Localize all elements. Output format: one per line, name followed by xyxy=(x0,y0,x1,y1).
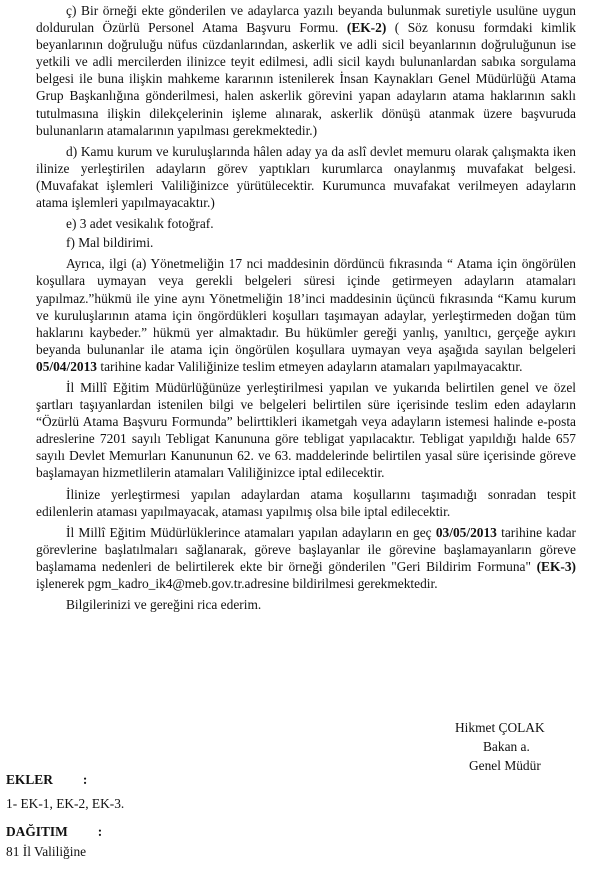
text-segment: f) Mal bildirimi. xyxy=(66,235,154,251)
text-segment-bold: (EK-2) xyxy=(346,20,387,36)
paragraph-regulation xyxy=(36,255,576,375)
text-segment: ç) Bir örneği ekte gönderilen ve adaylarca yazılı beyanda bulunmak suretiyle usulüne uygun doldurulan Özürlü Personel Atama Başvuru Formu. xyxy=(36,3,576,36)
text-segment: Ayrıca, ilgi (a) Yönetmeliğin 17 nci maddesinin dördüncü fıkrasında “ Atama için öngörülen koşullara uymayan veya gerekli belgeleri süresi içinde getirmeyen adayların atamaları yapılmaz.”hükmü ile yine aynı Yönetmeliğin 18’inci maddesinin üçüncü fıkrasında “Kamu kurum ve kuruluşlarının atama için öngördükleri koşulları taşımayan adaylar, yerleştirmeden doğan tüm haklarını kaybeder.” hükmü yer almaktadır. Bu hükümler gereği yanlış, yanıltıcı, gerçeğe aykırı beyanda bulunanlar ile atama için öngörülen koşullara uymayan veya aşağıda sayılan belgeleri xyxy=(36,256,576,357)
paragraph-d-consent xyxy=(36,143,576,211)
paragraph-f-assets xyxy=(36,234,576,251)
attachments-heading: EKLER xyxy=(6,772,53,787)
attachments-heading-row xyxy=(6,771,124,789)
attachments-section xyxy=(6,771,124,813)
paragraph-c-form xyxy=(36,2,576,139)
text-segment: İlinize yerleştirmesi yapılan adaylardan atama koşullarını taşımadığı sonradan tespit edilenlerin ataması yapılmayacak, ataması yapılmış olsa bile iptal edilecektir. xyxy=(36,486,576,519)
paragraph-cancellation xyxy=(36,486,576,520)
document-body xyxy=(36,2,576,617)
paragraph-start-deadline xyxy=(36,524,576,592)
paragraph-closing xyxy=(36,596,576,613)
signature-block xyxy=(455,718,595,775)
text-segment-bold: (EK-3) xyxy=(536,558,576,574)
signatory-on-behalf: Bakan a. xyxy=(483,739,530,754)
text-segment: tarihine kadar görevlerine başlatılmaları sağlanarak, göreve başlayanlar ile görevine başlamayanların göreve başlamama nedenleri de belirtilerek ekte bir örneği gönderilen "Geri Bildirim Formuna" xyxy=(36,524,576,574)
distribution-heading-row xyxy=(6,823,102,841)
text-segment-bold: 03/05/2013 xyxy=(435,524,497,540)
text-segment: e) 3 adet vesikalık fotoğraf. xyxy=(66,216,214,232)
signatory-title: Genel Müdür xyxy=(469,758,541,773)
distribution-heading: DAĞITIM xyxy=(6,824,68,839)
text-segment-bold: 05/04/2013 xyxy=(36,358,98,374)
text-segment: İl Millî Eğitim Müdürlüğünüze yerleştirilmesi yapılan ve yukarıda belirtilen genel ve özel şartları taşıyanlardan istenilen bilgi ve belgeleri belirtilen süre içerisinde teslim eden adayların “Özürlü Atama Başvuru Formunda” belirttikleri ikametgah veya adayların istemesi halinde e-posta adreslerine 7201 sayılı Tebligat Kanununa göre tebligat yapılacaktır. Tebligat yapıldığı halde 657 sayılı Devlet Memurları Kanununun 62. ve 63. maddelerinde belirtilen yasal süre içerisinde göreve başlamayan hizmetlilerin atamaları Valiliğinizce iptal edilecektir. xyxy=(36,379,576,481)
attachments-list: 1- EK-1, EK-2, EK-3. xyxy=(6,796,125,811)
paragraph-e-photo xyxy=(36,215,576,232)
paragraph-notification xyxy=(36,379,576,482)
distribution-section xyxy=(6,823,102,861)
distribution-list: 81 İl Valiliğine xyxy=(6,844,87,859)
text-segment: tarihine kadar Valiliğinize teslim etmeyen adayların atamaları yapılmayacaktır. xyxy=(97,358,523,374)
attachments-colon: : xyxy=(82,772,88,787)
distribution-colon: : xyxy=(97,824,103,839)
text-segment: d) Kamu kurum ve kuruluşlarında hâlen aday ya da aslî devlet memuru olarak çalışmakta iken ilinize yerleştirilen adayların görev yaptıkları kurumlarca onaylanmış muvafakat belgesi. (Muvafakat işlemleri Valiliğinizce yürütülecektir. Kurumunca muvafakat verilmeyen adayların atama işlemleri yapılmayacaktır.) xyxy=(36,143,576,211)
signatory-name: Hikmet ÇOLAK xyxy=(455,720,545,735)
text-segment: ( Söz konusu formdaki kimlik beyanlarının doğruluğu nüfus cüzdanlarından, askerlik ve adli sicil beyanlarının doğruluğunun ise yetkili ve adli mercilerden ilinizce teyit edilmesi, adli sicil kaydı bulunanlardan sabıka sorgulama belgesi ile buna ilişkin mahkeme kararının istenilerek İnsan Kaynakları Genel Müdürlüğü Atama Grup Başkanlığına gönderilmesi, halen askerlik görevini yapan adayların atama haklarının saklı tutulmasına ilişkin dilekçelerinin işleme alınarak, askerlik dönüşü atanmak üzere başvuruda bulunanların atamalarının yapılması gerekmektedir.) xyxy=(36,20,577,138)
text-segment: İl Millî Eğitim Müdürlüklerince atamaları yapılan adayların en geç xyxy=(66,524,436,540)
text-segment: Bilgilerinizi ve gereğini rica ederim. xyxy=(66,597,262,613)
text-segment: işlenerek pgm_kadro_ik4@meb.gov.tr.adresine bildirilmesi gerekmektedir. xyxy=(36,576,438,591)
